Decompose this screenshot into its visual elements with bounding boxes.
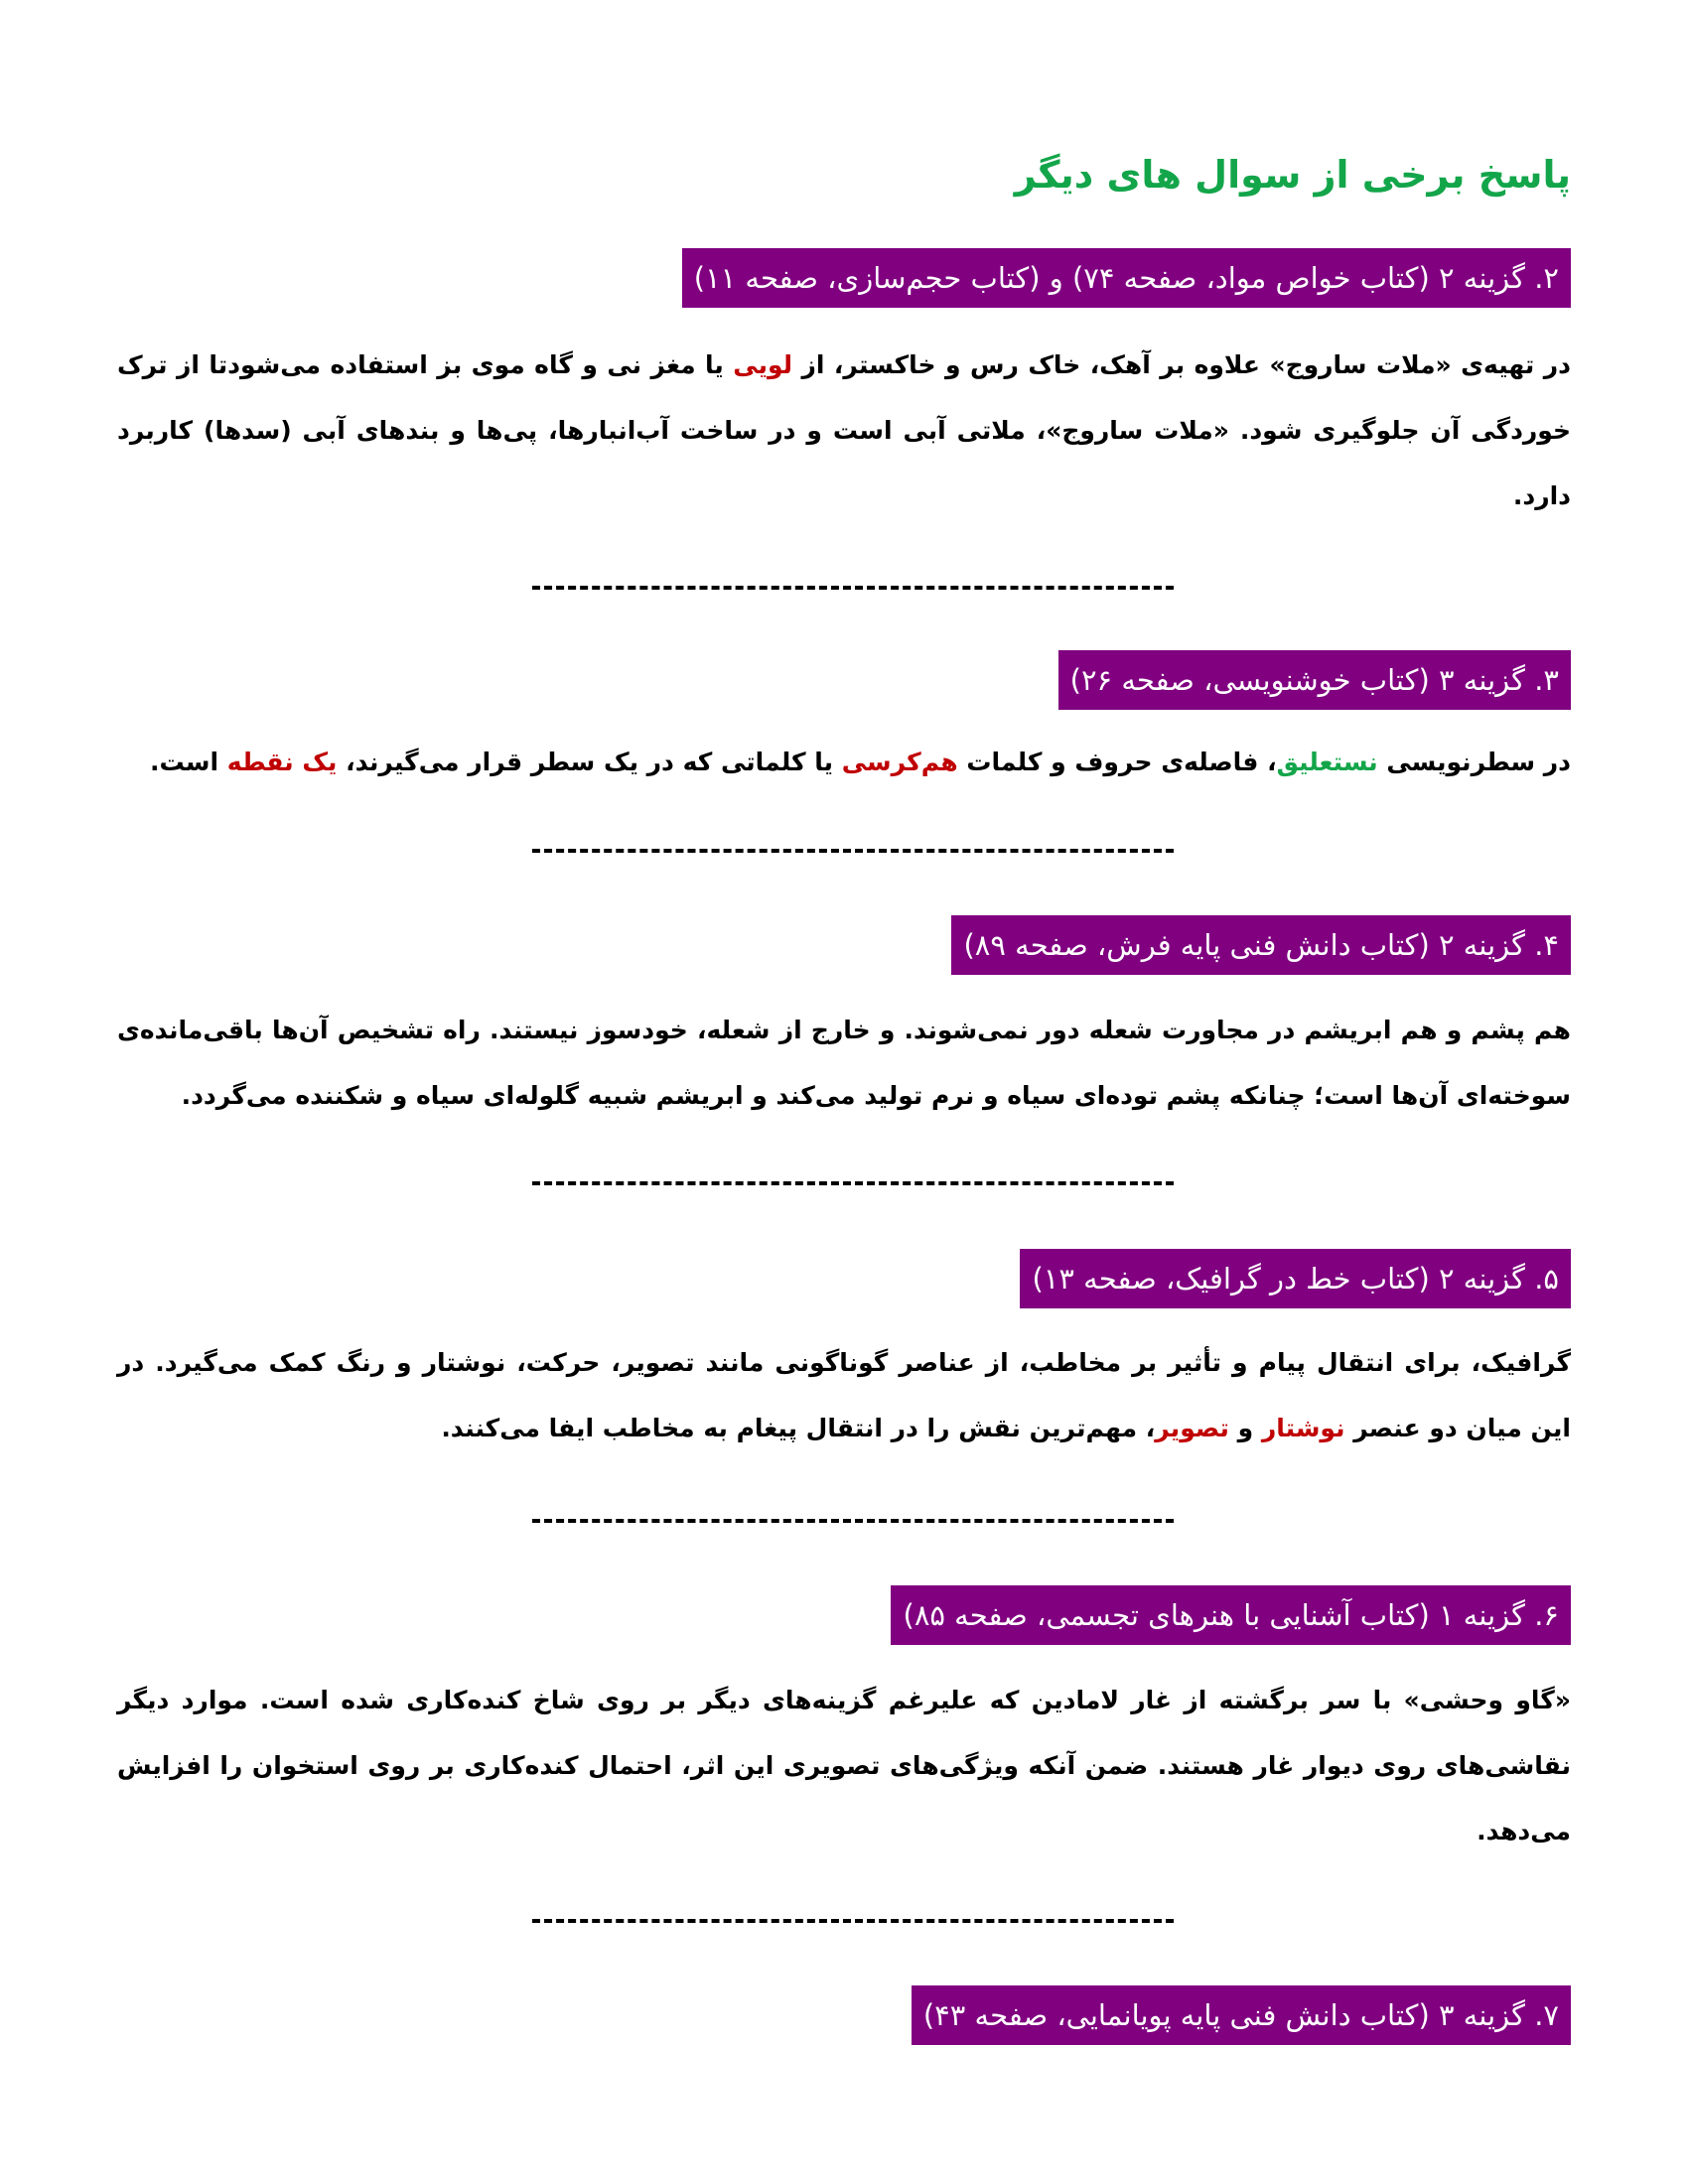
dashed-separator xyxy=(532,1519,1174,1523)
answer-paragraph-q5 xyxy=(117,1330,1571,1461)
section-header-q6: ۶. گزینه ۱ (کتاب آشنایی با هنرهای تجسمی، صفحه ۸۵) xyxy=(891,1585,1571,1645)
dashed-separator xyxy=(532,1181,1174,1185)
answer-text: در تهیه‌ی «ملات ساروج» علاوه بر آهک، خاک رس و خاکستر، از xyxy=(792,350,1571,379)
answer-text: در سطرنویسی xyxy=(1377,748,1571,776)
answer-text: ، مهم‌ترین نقش را در انتقال پیغام به مخاطب ایفا می‌کنند. xyxy=(441,1414,1156,1442)
highlight-term: تصویر xyxy=(1155,1414,1229,1442)
answer-text: گرافیک، برای انتقال پیام و تأثیر بر مخاطب، از عناصر گوناگونی مانند تصویر، حرکت، نوشتار و رنگ کمک می‌گیرد. در این میان دو عنصر xyxy=(117,1348,1571,1442)
answer-text: و xyxy=(1228,1414,1262,1442)
section-header-q2: ۲. گزینه ۲ (کتاب خواص مواد، صفحه ۷۴) و (کتاب حجم‌سازی، صفحه ۱۱) xyxy=(682,248,1571,308)
answer-text: «گاو وحشی» با سر برگشته از غار لامادین که علیرغم گزینه‌های دیگر بر روی شاخ کنده‌کاری شده است. موارد دیگر نقاشی‌های روی دیوار غار هستند. ضمن آنکه ویژگی‌های تصویری این اثر، احتمال کنده‌کاری بر روی استخوان را افزایش می‌دهد. xyxy=(117,1686,1571,1845)
section-header-q3: ۳. گزینه ۳ (کتاب خوشنویسی، صفحه ۲۶) xyxy=(1058,650,1571,710)
dashed-separator xyxy=(532,586,1174,590)
dashed-separator xyxy=(532,1919,1174,1923)
document-page xyxy=(117,0,1571,2184)
dashed-separator xyxy=(532,849,1174,853)
highlight-term: لویی xyxy=(733,350,793,379)
answer-paragraph-q4 xyxy=(117,998,1571,1129)
answer-text: یا کلماتی که در یک سطر قرار می‌گیرند، xyxy=(337,748,842,776)
section-header-q4: ۴. گزینه ۲ (کتاب دانش فنی پایه فرش، صفحه ۸۹) xyxy=(951,915,1571,975)
highlight-term: نوشتار xyxy=(1261,1414,1345,1442)
section-header-q5: ۵. گزینه ۲ (کتاب خط در گرافیک، صفحه ۱۳) xyxy=(1020,1249,1571,1308)
highlight-term: یک نقطه xyxy=(226,748,338,776)
answer-paragraph-q2 xyxy=(117,333,1571,529)
section-header-q7: ۷. گزینه ۳ (کتاب دانش فنی پایه پویانمایی، صفحه ۴۳) xyxy=(912,1985,1571,2045)
answer-text: هم پشم و هم ابریشم در مجاورت شعله دور نمی‌شوند. و خارج از شعله، خودسوز نیستند. راه تشخیص آن‌ها باقی‌مانده‌ی سوخته‌ای آن‌ها است؛ چنانکه پشم توده‌ای سیاه و نرم تولید می‌کند و ابریشم شبیه گلوله‌ای سیاه و شکننده می‌گردد. xyxy=(117,1016,1571,1110)
highlight-term: هم‌کرسی xyxy=(841,748,958,776)
answer-paragraph-q6 xyxy=(117,1668,1571,1864)
page-title: پاسخ برخی از سوال های دیگر xyxy=(1014,153,1571,197)
answer-text: است. xyxy=(149,748,227,776)
answer-text: یا مغز نی و گاه موی بز استفاده می‌شودتا از ترک خوردگی آن جلوگیری شود. «ملات ساروج»، ملاتی آبی است و در ساخت آب‌انبارها، پی‌ها و بندهای آبی (سدها) کاربرد دارد. xyxy=(117,350,1571,510)
answer-text: ، فاصله‌ی حروف و کلمات xyxy=(957,748,1277,776)
answer-paragraph-q3 xyxy=(117,730,1571,795)
highlight-term-green: نستعلیق xyxy=(1276,748,1378,776)
